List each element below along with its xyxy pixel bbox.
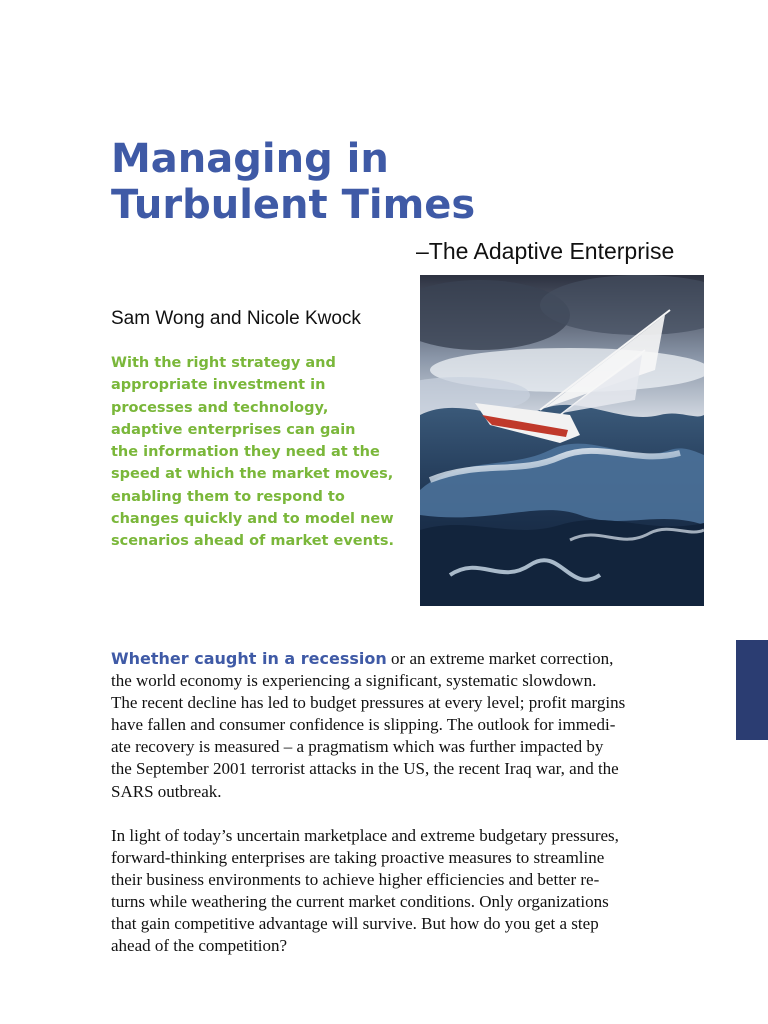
abstract-line: processes and technology, — [111, 399, 329, 416]
abstract-line: changes quickly and to model new — [111, 511, 394, 528]
abstract-line: appropriate investment in — [111, 377, 326, 394]
stormy-sea-sailboat-image — [420, 275, 704, 606]
article-subtitle: –The Adaptive Enterprise — [416, 238, 675, 264]
paragraph-line: ahead of the competition? — [111, 936, 288, 956]
paragraph-line: SARS outbreak. — [111, 781, 222, 801]
abstract-line: adaptive enterprises can gain — [111, 421, 356, 438]
article-abstract — [111, 352, 394, 553]
body-paragraph-1 — [111, 648, 625, 803]
lead-in-text: Whether caught in a recession — [111, 649, 387, 668]
title-line-2: Turbulent Times — [111, 182, 476, 228]
section-tab — [736, 640, 768, 740]
paragraph-line: forward-thinking enterprises are taking proactive measures to streamline — [111, 848, 605, 868]
abstract-line: speed at which the market moves, — [111, 466, 394, 483]
body-paragraph-2 — [111, 825, 619, 958]
abstract-line: With the right strategy and — [111, 355, 336, 371]
title-line-1: Managing in — [111, 136, 389, 182]
paragraph-line: ate recovery is measured – a pragmatism which was further impacted by — [111, 737, 604, 757]
paragraph-line: that gain competitive advantage will survive. But how do you get a step — [111, 914, 599, 934]
article-authors: Sam Wong and Nicole Kwock — [111, 308, 361, 329]
paragraph-line: In light of today’s uncertain marketplace and extreme budgetary pressures, — [111, 826, 619, 845]
abstract-line: enabling them to respond to — [111, 488, 345, 505]
article-title — [111, 136, 475, 228]
paragraph-line: have fallen and consumer confidence is slipping. The outlook for immedi- — [111, 715, 616, 735]
paragraph-line: the September 2001 terrorist attacks in the US, the recent Iraq war, and the — [111, 759, 619, 779]
abstract-line: scenarios ahead of market events. — [111, 533, 395, 550]
paragraph-line: their business environments to achieve higher efficiencies and better re- — [111, 870, 600, 890]
paragraph-line: turns while weathering the current market conditions. Only organizations — [111, 892, 609, 912]
paragraph-line: The recent decline has led to budget pressures at every level; profit margins — [111, 693, 626, 713]
first-line-rest: or an extreme market correction, — [386, 649, 614, 668]
paragraph-line: the world economy is experiencing a significant, systematic slowdown. — [111, 671, 597, 691]
paragraph-first-line — [111, 648, 625, 670]
abstract-line: the information they need at the — [111, 444, 380, 461]
